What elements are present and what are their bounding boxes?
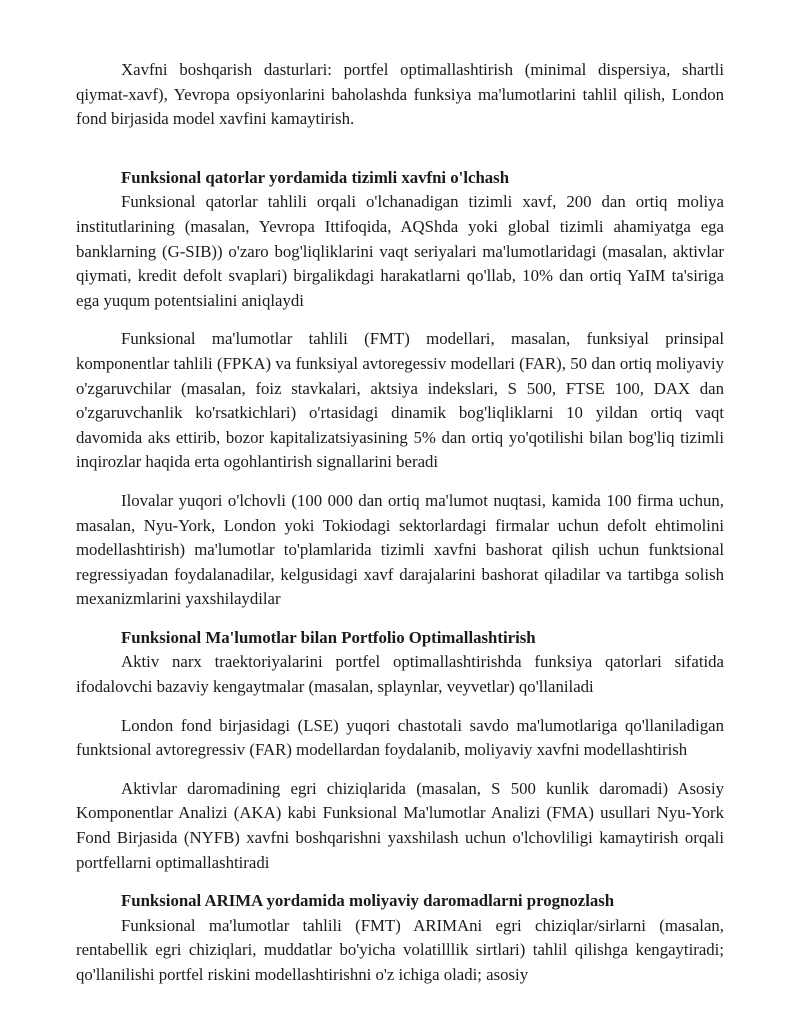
paragraph: Aktivlar daromadining egri chiziqlarida (masalan, S 500 kunlik daromadi) Asosiy Komponentlar Analizi (AKA) kabi Funksional Ma'lumotlar Analizi (FMA) usullari Nyu-York Fond Birjasida (NYFB) xavfni boshqarishni yaxshilash uchun o'lchovliligi kamaytirish orqali portfellarni optimallashtiradi (76, 778, 724, 872)
paragraph: Ilovalar yuqori o'lchovli (100 000 dan ortiq ma'lumot nuqtasi, kamida 100 firma uchun, masalan, Nyu-York, London yoki Tokiodagi sektorlardagi firmalar uchun defolt ehtimolini modellashtirish) ma'lumotlar to'plamlarida tizimli xavfni bashorat qilish uchun funktsional regressiyadan foydalanadilar, kelgusidagi xavf darajalarini bashorat qiladilar va tartibga solish mexanizmlarini yaxshilaydilar (76, 490, 724, 609)
paragraph: Funksional ma'lumotlar tahlili (FMT) ARIMAni egri chiziqlar/sirlarni (masalan, rentabellik egri chiziqlari, muddatlar bo'yicha volatilllik sirtlari) tahlil qilishga kengaytiradi; qo'llanilishi portfel riskini modellashtirishni o'z ichiga oladi; asosiy (76, 915, 724, 984)
spacer (76, 132, 724, 166)
spacer (76, 700, 724, 714)
spacer (76, 763, 724, 777)
spacer (76, 313, 724, 327)
section-heading-portfolio-optimization: Funksional Ma'lumotlar bilan Portfolio Optimallashtirish (121, 627, 536, 647)
section-heading-functional-arima: Funksional ARIMA yordamida moliyaviy daromadlarni prognozlash (121, 891, 615, 911)
section-heading-systemic-risk: Funksional qatorlar yordamida tizimli xavfni o'lchash (121, 167, 510, 187)
paragraph: Funksional qatorlar tahlili orqali o'lchanadigan tizimli xavf, 200 dan ortiq moliya institutlarining (masalan, Yevropa Ittifoqida, AQShda yoki global tizimli ahamiyatga ega banklarning (G-SIB)) o'zaro bog'liqliklarini vaqt seriyalari ma'lumotlaridagi (masalan, aktivlar qiymati, kredit defolt svaplari) birgalikdagi harakatlarni qo'llab, 10% dan ortiq YaIM ta'siriga ega yuqum potentsialini aniqlaydi (76, 192, 724, 310)
document-page (76, 58, 724, 988)
spacer (76, 612, 724, 626)
paragraph: London fond birjasidagi (LSE) yuqori chastotali savdo ma'lumotlariga qo'llaniladigan funktsional avtoregressiv (FAR) modellardan foydalanib, moliyaviy xavfni modellashtirish (76, 715, 724, 760)
paragraph: Aktiv narx traektoriyalarini portfel optimallashtirishda funksiya qatorlari sifatida ifodalovchi bazaviy kengaytmalar (masalan, splaynlar, veyvetlar) qo'llaniladi (76, 652, 724, 697)
spacer (76, 875, 724, 889)
intro-paragraph: Xavfni boshqarish dasturlari: portfel optimallashtirish (minimal dispersiya, shartli qiymat-xavf), Yevropa opsiyonlarini baholashda funksiya ma'lumotlarini tahlil qilish, London fond birjasida model xavfini kamaytirish. (76, 60, 724, 129)
paragraph: Funksional ma'lumotlar tahlili (FMT) modellari, masalan, funksiyal prinsipal komponentlar tahlili (FPKA) va funksiyal avtoregessiv modellari (FAR), 50 dan ortiq moliyaviy o'zgaruvchilar (masalan, foiz stavkalari, aktsiya indekslari, S 500, FTSE 100, DAX dan o'zgaruvchanlik ko'rsatkichlari) o'rtasidagi dinamik bog'liqliklarni 10 yildan ortiq vaqt davomida aks ettirib, bozor kapitalizatsiyasining 5% dan ortiq yo'qotilishi bilan bog'liq tizimli inqirozlar haqida erta ogohlantirish signallarini beradi (76, 329, 724, 472)
spacer (76, 475, 724, 489)
